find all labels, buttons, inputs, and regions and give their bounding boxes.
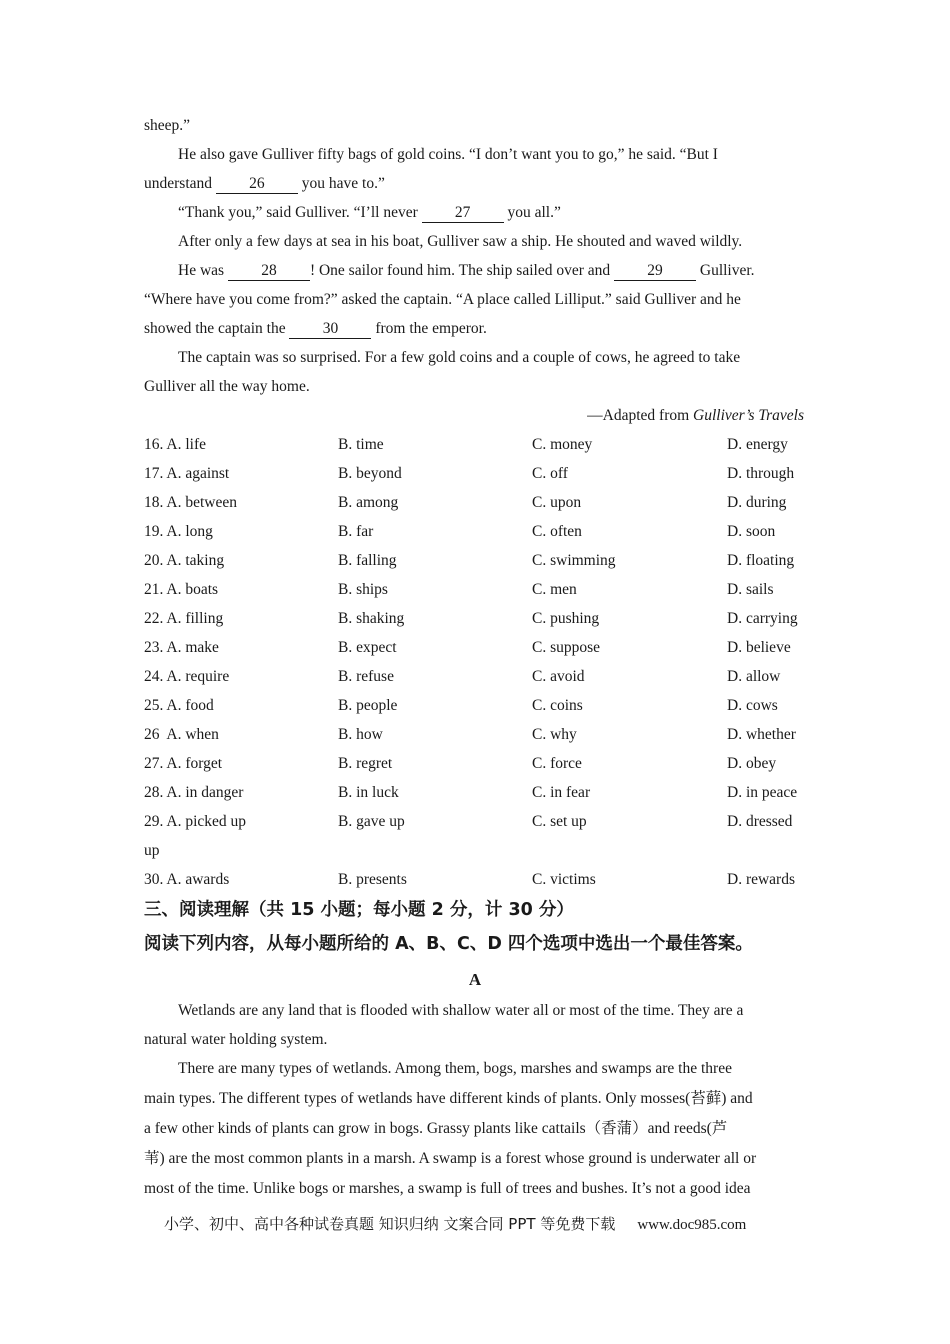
passage-line: Wetlands are any land that is flooded with shallow water all or most of the time. They are a	[178, 1002, 744, 1019]
option-b: B. ships	[338, 581, 388, 598]
passage-text: understand	[144, 175, 213, 192]
question-29-options	[144, 812, 824, 832]
option-d: D. in peace	[727, 784, 798, 801]
option-c: C. upon	[532, 494, 582, 511]
option-a: 19. A. long	[144, 523, 213, 540]
option-a: 22. A. filling	[144, 610, 224, 627]
blank-29: 29	[614, 262, 696, 281]
option-b: B. beyond	[338, 465, 402, 482]
question-26-options	[144, 725, 824, 745]
option-wrap: up	[144, 842, 160, 859]
passage-line: 苇) are the most common plants in a marsh. A swamp is a forest whose ground is underwater all or	[144, 1150, 757, 1167]
option-b: B. regret	[338, 755, 393, 772]
passage-text: “Thank you,” said Gulliver. “I’ll never	[178, 204, 418, 221]
passage-text: you all.”	[507, 204, 561, 221]
option-d: D. carrying	[727, 610, 798, 627]
option-d: D. soon	[727, 523, 776, 540]
option-c: C. coins	[532, 697, 583, 714]
option-d: D. allow	[727, 668, 781, 685]
passage-line: He also gave Gulliver fifty bags of gold coins. “I don’t want you to go,” he said. “But I	[178, 146, 718, 163]
section-instruction: 阅读下列内容，从每小题所给的 A、B、C、D 四个选项中选出一个最佳答案。	[144, 934, 753, 954]
passage-line	[178, 261, 755, 281]
question-21-options	[144, 580, 824, 600]
option-d: D. through	[727, 465, 795, 482]
option-a: 23. A. make	[144, 639, 219, 656]
blank-28: 28	[228, 262, 310, 281]
option-a: 29. A. picked up	[144, 813, 247, 830]
passage-line: “Where have you come from?” asked the captain. “A place called Lilliput.” said Gulliver and he	[144, 291, 741, 308]
option-d: D. cows	[727, 697, 778, 714]
option-b: B. shaking	[338, 610, 405, 627]
option-a: 30. A. awards	[144, 871, 230, 888]
page-footer	[164, 1213, 746, 1234]
option-b: B. among	[338, 494, 399, 511]
option-c: C. avoid	[532, 668, 585, 685]
passage-text: ! One sailor found him. The ship sailed over and	[309, 262, 611, 279]
option-c: C. why	[532, 726, 577, 743]
option-a: 25. A. food	[144, 697, 214, 714]
option-c: C. in fear	[532, 784, 591, 801]
question-27-options	[144, 754, 824, 774]
option-c: C. swimming	[532, 552, 616, 569]
option-a: 27. A. forget	[144, 755, 223, 772]
section-heading: 三、阅读理解（共 15 小题；每小题 2 分，计 30 分）	[144, 900, 574, 920]
option-d: D. during	[727, 494, 787, 511]
option-b: B. how	[338, 726, 383, 743]
option-a: 24. A. require	[144, 668, 230, 685]
option-d: D. obey	[727, 755, 777, 772]
passage-text: you have to.”	[301, 175, 385, 192]
option-c: C. men	[532, 581, 577, 598]
option-b: B. gave up	[338, 813, 405, 830]
option-d: D. believe	[727, 639, 791, 656]
option-b: B. far	[338, 523, 374, 540]
option-a: 28. A. in danger	[144, 784, 244, 801]
passage-text: from the emperor.	[375, 320, 487, 337]
question-22-options	[144, 609, 824, 629]
option-c: C. pushing	[532, 610, 600, 627]
option-a: 20. A. taking	[144, 552, 225, 569]
passage-source	[587, 406, 804, 426]
option-b: B. refuse	[338, 668, 394, 685]
option-d: D. dressed	[727, 813, 793, 830]
option-d: D. energy	[727, 436, 788, 453]
blank-30: 30	[289, 320, 371, 339]
option-b: B. time	[338, 436, 384, 453]
source-title: Gulliver’s Travels	[693, 407, 804, 424]
passage-line: main types. The different types of wetlands have different kinds of plants. Only mosses(苔藓) and	[144, 1090, 753, 1107]
passage-line: Gulliver all the way home.	[144, 378, 310, 395]
option-c: C. set up	[532, 813, 587, 830]
question-23-options	[144, 638, 824, 658]
passage-text: showed the captain the	[144, 320, 286, 337]
option-c: C. suppose	[532, 639, 601, 656]
option-b: B. people	[338, 697, 398, 714]
passage-line	[178, 203, 561, 223]
option-b: B. presents	[338, 871, 407, 888]
question-30-options	[144, 870, 824, 890]
passage-text: He was	[178, 262, 225, 279]
question-25-options	[144, 696, 824, 716]
option-d: D. rewards	[727, 871, 796, 888]
passage-line: a few other kinds of plants can grow in bogs. Grassy plants like cattails（香蒲）and reeds(芦	[144, 1120, 728, 1137]
option-c: C. off	[532, 465, 568, 482]
option-a: 16. A. life	[144, 436, 206, 453]
option-b: B. expect	[338, 639, 397, 656]
footer-link[interactable]: www.doc985.com	[637, 1217, 747, 1233]
option-a: 18. A. between	[144, 494, 237, 511]
option-a: 26 A. when	[144, 726, 219, 743]
option-b: B. in luck	[338, 784, 399, 801]
passage-line	[144, 174, 385, 194]
blank-26: 26	[216, 175, 298, 194]
question-17-options	[144, 464, 824, 484]
option-a: 21. A. boats	[144, 581, 219, 598]
option-c: C. money	[532, 436, 593, 453]
option-b: B. falling	[338, 552, 397, 569]
question-20-options	[144, 551, 824, 571]
option-d: D. whether	[727, 726, 796, 743]
option-d: D. sails	[727, 581, 774, 598]
question-24-options	[144, 667, 824, 687]
passage-line: The captain was so surprised. For a few gold coins and a couple of cows, he agreed to take	[178, 349, 741, 366]
passage-text: Gulliver.	[699, 262, 755, 279]
passage-line	[144, 319, 487, 339]
question-28-options	[144, 783, 824, 803]
passage-line: most of the time. Unlike bogs or marshes, a swamp is full of trees and bushes. It’s not a good idea	[144, 1180, 751, 1197]
option-c: C. force	[532, 755, 582, 772]
question-16-options	[144, 435, 824, 455]
passage-line: There are many types of wetlands. Among them, bogs, marshes and swamps are the three	[178, 1060, 732, 1077]
option-d: D. floating	[727, 552, 795, 569]
option-a: 17. A. against	[144, 465, 230, 482]
passage-line: natural water holding system.	[144, 1031, 328, 1048]
part-label: A	[468, 970, 482, 989]
footer-text: 小学、初中、高中各种试卷真题 知识归纳 文案合同 PPT 等免费下载	[164, 1215, 616, 1233]
blank-27: 27	[422, 204, 504, 223]
question-19-options	[144, 522, 824, 542]
passage-line: After only a few days at sea in his boat, Gulliver saw a ship. He shouted and waved wildly.	[178, 233, 743, 250]
passage-line: sheep.”	[144, 117, 191, 134]
source-prefix: —Adapted from	[587, 407, 694, 424]
question-18-options	[144, 493, 824, 513]
option-c: C. often	[532, 523, 582, 540]
option-c: C. victims	[532, 871, 596, 888]
